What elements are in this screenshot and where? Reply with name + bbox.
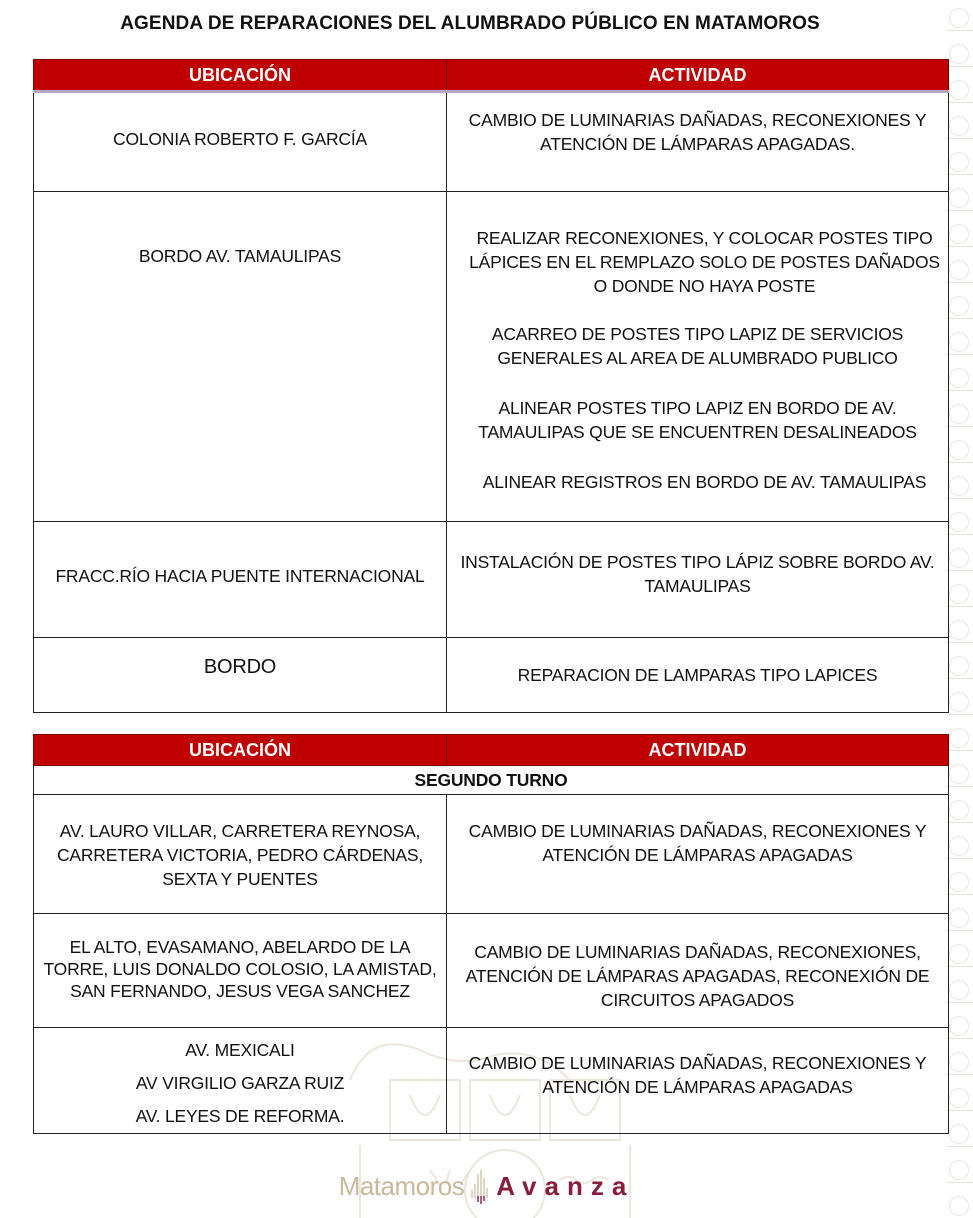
table-row [34, 192, 949, 522]
activity-text: CAMBIO DE LUMINARIAS DAÑADAS, RECONEXIONES Y ATENCIÓN DE LÁMPARAS APAGADAS [468, 1052, 927, 1097]
repair-agenda-table-primary [33, 59, 949, 713]
location-text: AV VIRGILIO GARZA RUIZ [135, 1073, 345, 1093]
table-row [34, 795, 949, 914]
location-text: AV. LEYES DE REFORMA. [135, 1106, 345, 1126]
table-header-row [34, 735, 949, 766]
table-row [34, 638, 949, 713]
activity-text: REALIZAR RECONEXIONES, Y COLOCAR POSTES TIPO LÁPICES EN EL REMPLAZO SOLO DE POSTES DAÑADOS O DONDE NO HAYA POSTE [469, 228, 940, 296]
table-row [34, 914, 949, 1028]
repair-agenda-table-second-shift [33, 734, 949, 1134]
location-text: EL ALTO, EVASAMANO, ABELARDO DE LA TORRE, LUIS DONALDO COLOSIO, LA AMISTAD, SAN FERNANDO, JESUS VEGA SANCHEZ [43, 937, 437, 1001]
activity-text: CAMBIO DE LUMINARIAS DAÑADAS, RECONEXIONES, ATENCIÓN DE LÁMPARAS APAGADAS, RECONEXIÓN DE CIRCUITOS APAGADOS [465, 942, 930, 1010]
logo-text-avanza: Avanza [496, 1170, 635, 1201]
location-cell [34, 192, 447, 522]
location-cell [34, 795, 447, 914]
column-header-ubicacion: UBICACIÓN [34, 735, 447, 766]
logo-text-matamoros: Matamoros [338, 1170, 465, 1201]
activity-cell [447, 795, 949, 914]
location-text: AV. LAURO VILLAR, CARRETERA REYNOSA, CARRETERA VICTORIA, PEDRO CÁRDENAS, SEXTA Y PUENTES [56, 821, 424, 889]
activity-cell [447, 914, 949, 1028]
location-text: AV. MEXICALI [185, 1040, 295, 1060]
location-text: FRACC.RÍO HACIA PUENTE INTERNACIONAL [55, 565, 425, 586]
activity-text: CAMBIO DE LUMINARIAS DAÑADAS, RECONEXIONES Y ATENCIÓN DE LÁMPARAS APAGADAS. [468, 110, 927, 154]
activity-cell [447, 638, 949, 713]
footer-logo [0, 1166, 973, 1206]
activity-cell [447, 192, 949, 522]
activity-cell [447, 92, 949, 192]
activity-text: INSTALACIÓN DE POSTES TIPO LÁPIZ SOBRE BORDO AV. TAMAULIPAS [460, 551, 935, 596]
activity-text: ALINEAR POSTES TIPO LAPIZ EN BORDO DE AV. TAMAULIPAS QUE SE ENCUENTREN DESALINEADOS [478, 398, 917, 442]
decorative-edge-pattern [947, 0, 973, 1218]
activity-cell [447, 1028, 949, 1134]
location-text: BORDO [203, 656, 277, 678]
location-cell [34, 92, 447, 192]
matamoros-emblem-icon [468, 1168, 492, 1204]
column-header-actividad: ACTIVIDAD [447, 60, 949, 92]
location-text: BORDO AV. TAMAULIPAS [138, 246, 342, 266]
location-cell [34, 522, 447, 638]
table-row [34, 1028, 949, 1134]
page-title: AGENDA DE REPARACIONES DEL ALUMBRADO PÚBLICO EN MATAMOROS [120, 13, 820, 34]
column-header-actividad: ACTIVIDAD [447, 735, 949, 766]
location-cell [34, 1028, 447, 1134]
activity-text: CAMBIO DE LUMINARIAS DAÑADAS, RECONEXIONES Y ATENCIÓN DE LÁMPARAS APAGADAS [468, 821, 927, 865]
location-text: COLONIA ROBERTO F. GARCÍA [113, 129, 367, 149]
table-header-row [34, 60, 949, 92]
activity-cell [447, 522, 949, 638]
table-row [34, 92, 949, 192]
location-cell [34, 638, 447, 713]
column-header-ubicacion: UBICACIÓN [34, 60, 447, 92]
table-row [34, 522, 949, 638]
location-cell [34, 914, 447, 1028]
section-label-segundo-turno: SEGUNDO TURNO [34, 766, 949, 795]
activity-text: ALINEAR REGISTROS EN BORDO DE AV. TAMAULIPAS [482, 472, 927, 492]
section-row [34, 766, 949, 795]
activity-text: REPARACION DE LAMPARAS TIPO LAPICES [517, 665, 878, 685]
activity-text: ACARREO DE POSTES TIPO LAPIZ DE SERVICIOS GENERALES AL AREA DE ALUMBRADO PUBLICO [491, 324, 904, 368]
